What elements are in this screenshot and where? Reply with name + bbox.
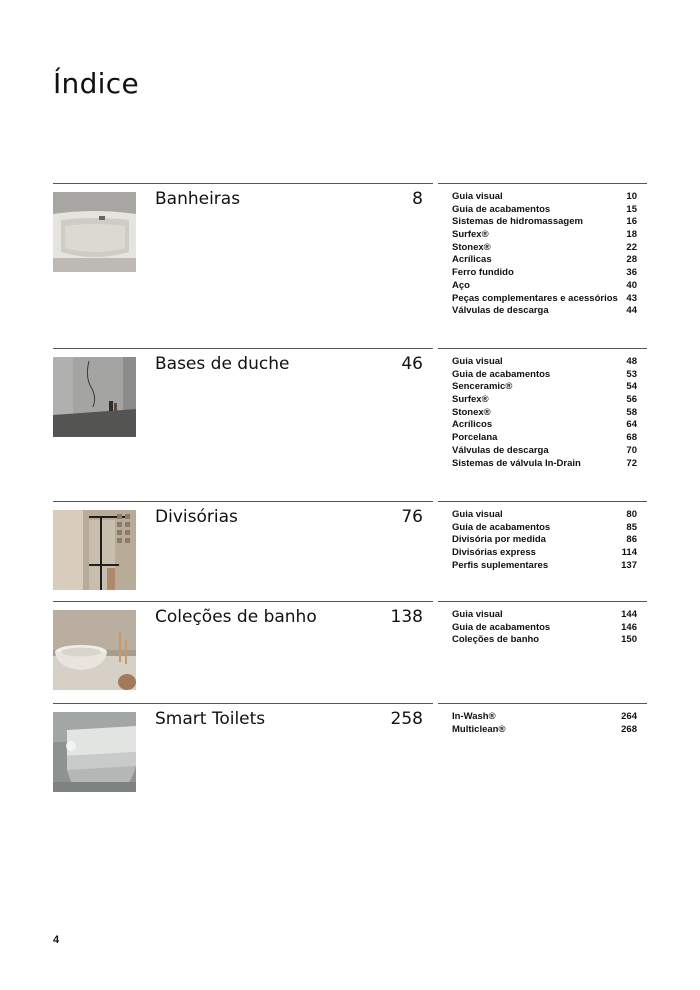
section-divider (53, 348, 433, 349)
subsection-divider (438, 601, 647, 602)
page-number: 4 (53, 934, 60, 946)
subsection-item[interactable]: Guia visual 10 (452, 191, 637, 202)
subsection-item[interactable]: Guia visual 80 (452, 509, 637, 520)
subsection-item[interactable]: Multiclean® 268 (452, 723, 637, 735)
subsection-list (452, 711, 637, 736)
section-divider (53, 183, 433, 184)
subsection-item[interactable]: Válvulas de descarga 44 (452, 305, 637, 317)
subsection-item[interactable]: Acrílicos 64 (452, 419, 637, 431)
section-title: Smart Toilets (155, 709, 266, 729)
subsection-item[interactable]: Válvulas de descarga 70 (452, 444, 637, 456)
shower-base-thumbnail (53, 357, 136, 437)
subsection-divider (438, 183, 647, 184)
page-title: Índice (53, 66, 139, 100)
subsection-item[interactable]: Porcelana 68 (452, 432, 637, 444)
bathtub-thumbnail (53, 192, 136, 272)
subsection-list (452, 609, 637, 647)
section-divider (53, 501, 433, 502)
subsection-list (452, 356, 637, 470)
subsection-item[interactable]: Acrílicas 28 (452, 254, 637, 266)
subsection-item[interactable]: Stonex® 58 (452, 406, 637, 418)
subsection-item[interactable]: Sistemas de válvula In-Drain 72 (452, 457, 637, 469)
section-page-number: 46 (401, 354, 423, 374)
subsection-divider (438, 703, 647, 704)
subsection-item[interactable]: In-Wash® 264 (452, 711, 637, 722)
subsection-item[interactable]: Surfex® 56 (452, 394, 637, 406)
section-page-number: 138 (390, 607, 423, 627)
subsection-item[interactable]: Guia visual 144 (452, 609, 637, 620)
subsection-item[interactable]: Aço 40 (452, 279, 637, 291)
subsection-item[interactable]: Senceramic® 54 (452, 381, 637, 393)
subsection-divider (438, 348, 647, 349)
subsection-item[interactable]: Perfis suplementares 137 (452, 559, 637, 571)
subsection-item[interactable]: Divisórias express 114 (452, 547, 637, 559)
section-title: Divisórias (155, 507, 238, 527)
section-page-number: 258 (390, 709, 423, 729)
subsection-item[interactable]: Ferro fundido 36 (452, 267, 637, 279)
section-divider (53, 601, 433, 602)
subsection-item[interactable]: Guia de acabamentos 146 (452, 621, 637, 633)
subsection-item[interactable]: Guia visual 48 (452, 356, 637, 367)
section-title: Banheiras (155, 189, 241, 209)
section-page-number: 8 (412, 189, 423, 209)
section-divider (53, 703, 433, 704)
subsection-item[interactable]: Guia de acabamentos 15 (452, 203, 637, 215)
shower-screen-thumbnail (53, 510, 136, 590)
subsection-item[interactable]: Stonex® 22 (452, 241, 637, 253)
smart-toilet-thumbnail (53, 712, 136, 792)
subsection-item[interactable]: Sistemas de hidromassagem 16 (452, 216, 637, 228)
subsection-list (452, 191, 637, 318)
subsection-item[interactable]: Divisória por medida 86 (452, 534, 637, 546)
washbasin-thumbnail (53, 610, 136, 690)
subsection-item[interactable]: Guia de acabamentos 53 (452, 368, 637, 380)
section-page-number: 76 (401, 507, 423, 527)
subsection-divider (438, 501, 647, 502)
subsection-item[interactable]: Peças complementares e acessórios 43 (452, 292, 637, 304)
section-title: Coleções de banho (155, 607, 317, 627)
subsection-item[interactable]: Surfex® 18 (452, 229, 637, 241)
subsection-item[interactable]: Coleções de banho 150 (452, 634, 637, 646)
subsection-item[interactable]: Guia de acabamentos 85 (452, 521, 637, 533)
section-title: Bases de duche (155, 354, 290, 374)
subsection-list (452, 509, 637, 572)
